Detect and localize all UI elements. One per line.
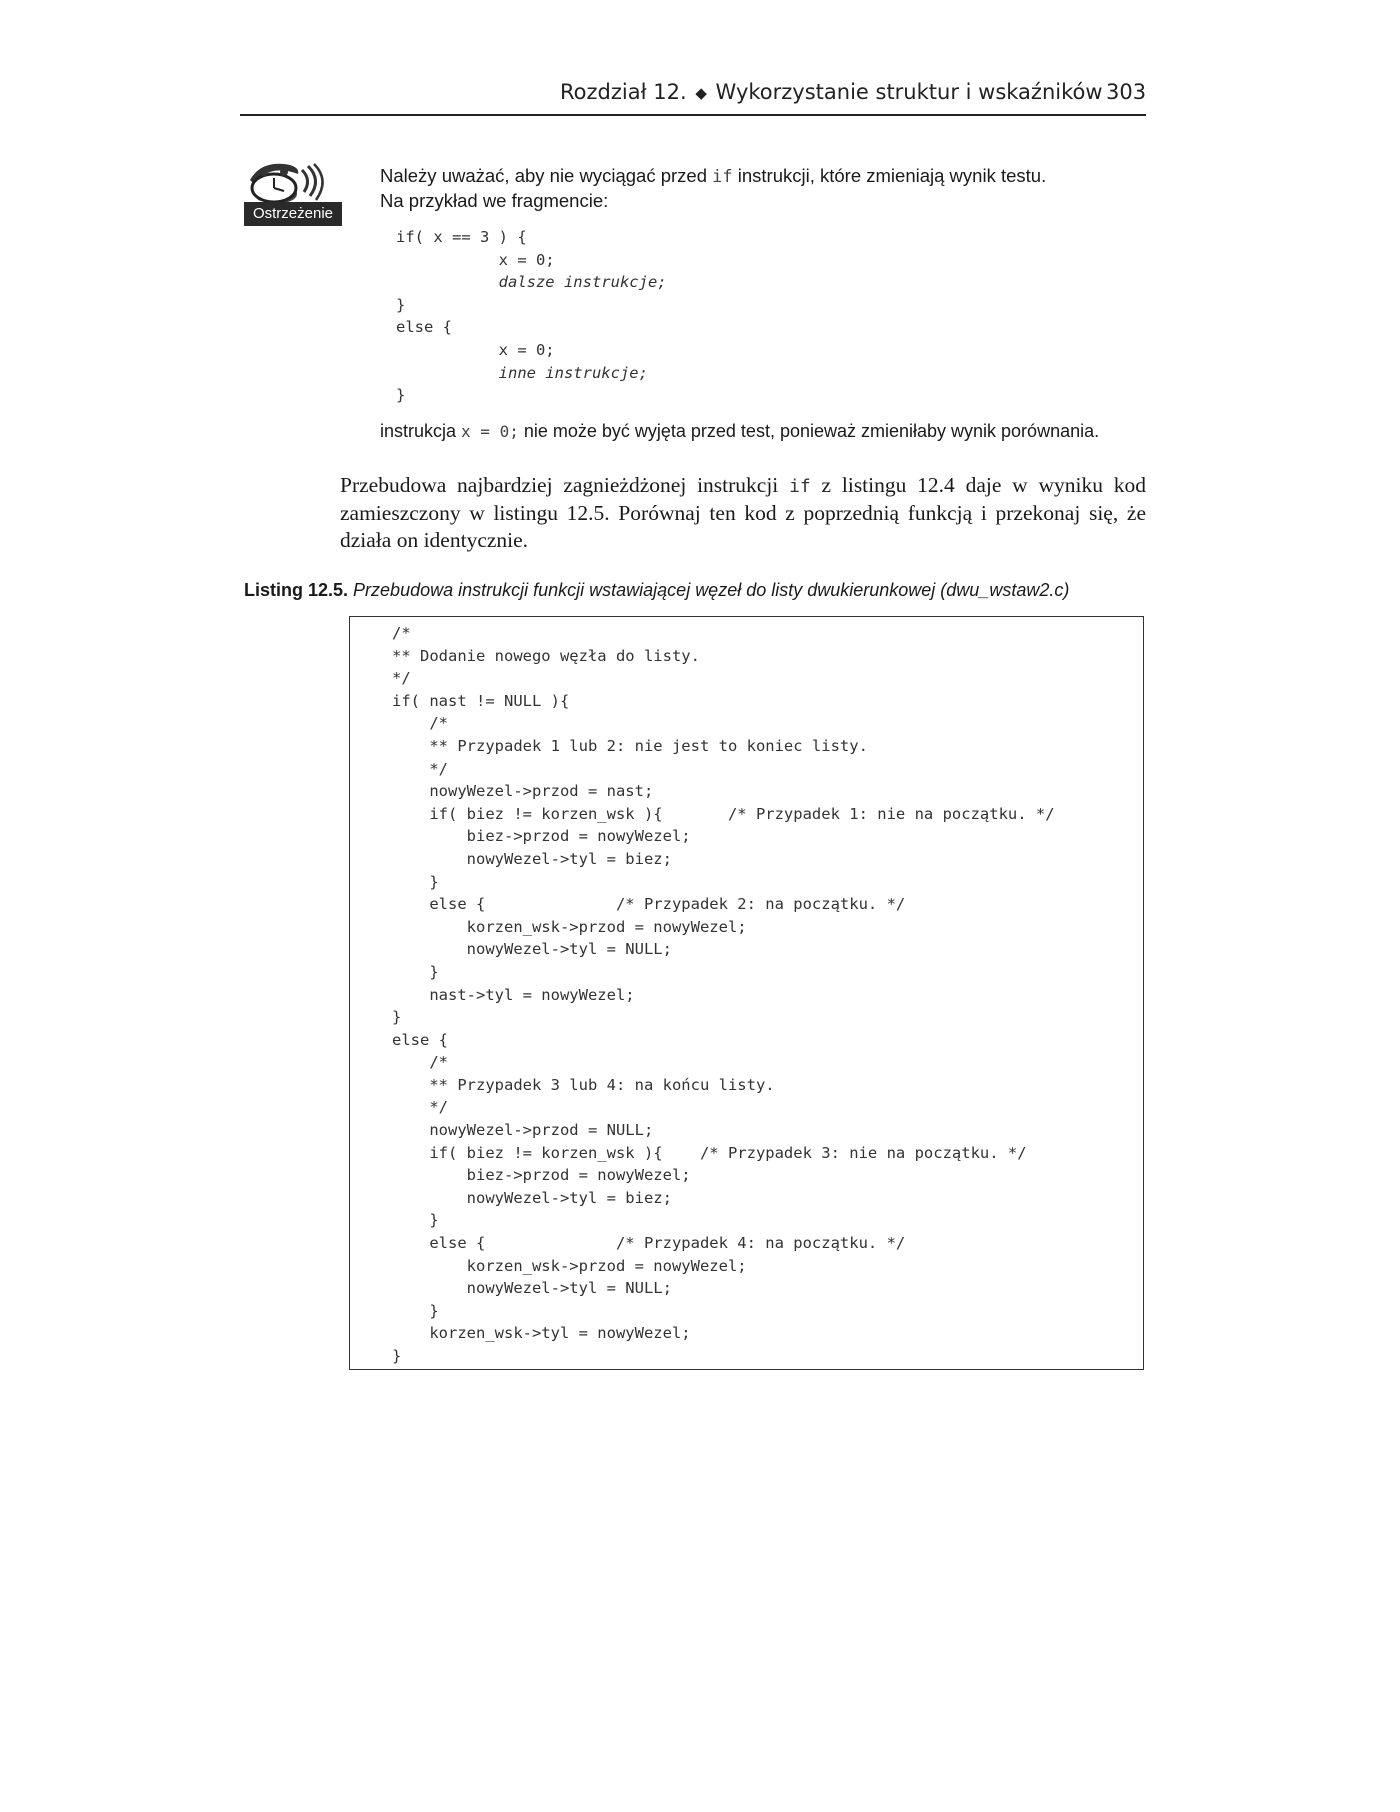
- code-line: dalsze instrukcje;: [396, 273, 667, 292]
- listing-code: [392, 622, 1055, 1368]
- code-line: inne instrukcje;: [396, 363, 648, 382]
- code-line: if( biez != korzen_wsk ){ /* Przypadek 1: nie na początku. */: [392, 804, 1055, 823]
- inline-code: x = 0;: [461, 422, 519, 441]
- code-line: nowyWezel->tyl = biez;: [392, 1188, 672, 1207]
- code-line: x = 0;: [396, 250, 555, 269]
- code-line: */: [392, 669, 411, 688]
- warning-label: Ostrzeżenie: [244, 202, 342, 226]
- code-line: if( x == 3 ) {: [396, 228, 527, 246]
- code-line: */: [392, 1098, 448, 1117]
- code-line: else { /* Przypadek 2: na początku. */: [392, 895, 906, 914]
- code-line: nowyWezel->tyl = NULL;: [392, 940, 672, 959]
- code-line: ** Dodanie nowego węzła do listy.: [392, 646, 700, 665]
- body-paragraph: Przebudowa najbardziej zagnieżdżonej instrukcji if z listingu 12.4 daje w wyniku kod zamieszczony w listingu 12.5. Porównaj ten kod z poprzednią funkcją i przekonaj się, że działa on identycznie.: [340, 473, 1146, 552]
- warning-line-2: Na przykład we fragmencie:: [380, 190, 609, 211]
- listing-label: Listing 12.5.: [244, 580, 349, 600]
- warning-code-snippet: [396, 226, 667, 407]
- code-line: if( nast != NULL ){: [392, 691, 570, 710]
- listing-title: Przebudowa instrukcji funkcji wstawiającej węzeł do listy dwukierunkowej (dwu_wstaw2.c): [353, 580, 1070, 600]
- warning-explanation: instrukcja x = 0; nie może być wyjęta przed test, ponieważ zmieniłaby wynik porównania.: [380, 421, 1100, 441]
- code-line: /*: [392, 624, 411, 642]
- chapter-number: Rozdział 12.: [560, 80, 687, 104]
- diamond-separator-icon: ◆: [695, 84, 707, 102]
- code-line: }: [396, 295, 406, 314]
- chapter-title: Wykorzystanie struktur i wskaźników: [715, 80, 1103, 104]
- code-line: nowyWezel->przod = nast;: [392, 782, 654, 801]
- code-line: else {: [396, 318, 452, 337]
- code-line: /*: [392, 1053, 448, 1072]
- code-line: x = 0;: [396, 340, 555, 359]
- code-line: biez->przod = nowyWezel;: [392, 827, 691, 846]
- code-line: nowyWezel->przod = NULL;: [392, 1121, 654, 1140]
- page-number: 303: [1106, 80, 1147, 104]
- code-line: korzen_wsk->przod = nowyWezel;: [392, 917, 747, 936]
- code-line: ** Przypadek 1 lub 2: nie jest to koniec listy.: [392, 736, 868, 755]
- code-line: korzen_wsk->przod = nowyWezel;: [392, 1256, 747, 1275]
- code-line: /*: [392, 714, 448, 733]
- code-line: else {: [392, 1030, 448, 1049]
- code-line: else { /* Przypadek 4: na początku. */: [392, 1234, 906, 1253]
- code-line: ** Przypadek 3 lub 4: na końcu listy.: [392, 1075, 775, 1094]
- inline-code: if: [712, 167, 733, 187]
- listing-caption: [244, 580, 1144, 601]
- code-line: nast->tyl = nowyWezel;: [392, 985, 635, 1004]
- inline-code: if: [789, 476, 811, 497]
- code-line: }: [392, 1211, 439, 1230]
- code-line: }: [392, 962, 439, 981]
- code-line: }: [392, 872, 439, 891]
- code-line: */: [392, 759, 448, 778]
- code-line: nowyWezel->tyl = biez;: [392, 849, 672, 868]
- running-header: [560, 80, 1103, 104]
- code-line: }: [396, 386, 406, 405]
- code-line: }: [392, 1301, 439, 1320]
- code-line: nowyWezel->tyl = NULL;: [392, 1279, 672, 1298]
- warning-text: [380, 164, 1140, 213]
- code-line: biez->przod = nowyWezel;: [392, 1166, 691, 1185]
- code-line: }: [392, 1008, 402, 1027]
- code-line: korzen_wsk->tyl = nowyWezel;: [392, 1324, 691, 1343]
- code-line: }: [392, 1347, 402, 1365]
- header-rule: [240, 114, 1146, 116]
- code-line: if( biez != korzen_wsk ){ /* Przypadek 3: nie na początku. */: [392, 1143, 1027, 1162]
- warning-line-1: Należy uważać, aby nie wyciągać przed if instrukcji, które zmieniają wynik testu.: [380, 165, 1047, 187]
